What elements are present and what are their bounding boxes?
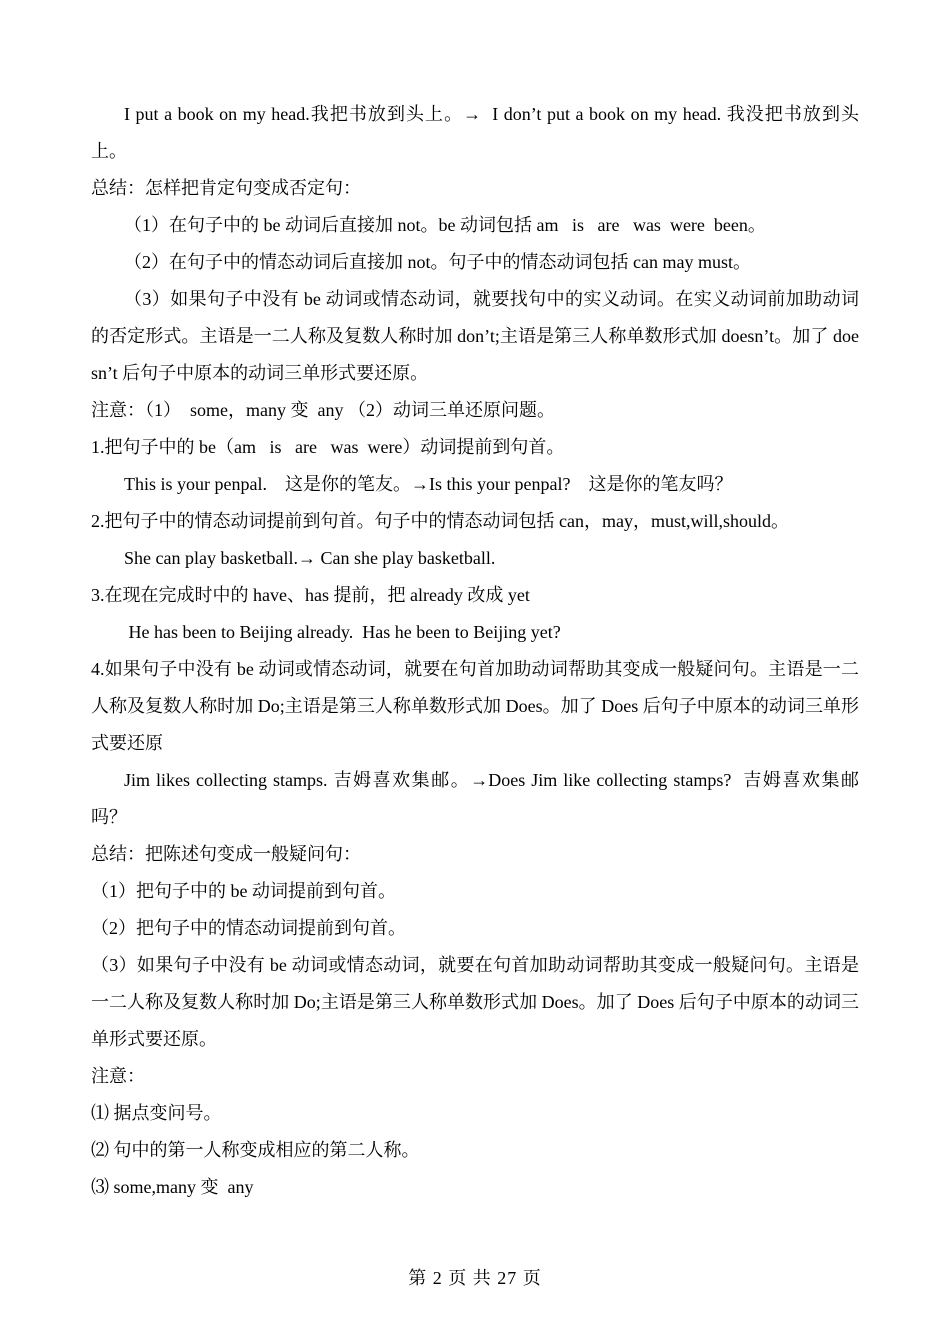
rule-1-be-front: 1.把句子中的 be（am is are was were）动词提前到句首。 (91, 437, 565, 457)
note-item-2: ⑵ 句中的第一人称变成相应的第二人称。 (91, 1140, 420, 1160)
note-negation: 注意：（1） some，many 变 any （2）动词三单还原问题。 (91, 400, 555, 420)
note-item-3: ⑶ some,many 变 any (91, 1177, 254, 1197)
example-modal-question: She can play basketball.→ Can she play basketball. (124, 548, 496, 568)
rule-modal-verb: （2）在句子中的情态动词后直接加 not。句子中的情态动词包括 can may must。 (124, 252, 751, 272)
summary-item-3: （3）如果句子中没有 be 动词或情态动词，就要在句首加助动词帮助其变成一般疑问句。主语是一二人称及复数人称时加 Do;主语是第三人称单数形式加 Does。加了 Does 后句子中原本的动词三单形式要还原。 (91, 955, 859, 1049)
example-be-question: This is your penpal. 这是你的笔友。→Is this your penpal? 这是你的笔友吗？ (124, 474, 733, 494)
rule-2-modal-front: 2.把句子中的情态动词提前到句首。句子中的情态动词包括 can，may，must,will,should。 (91, 511, 789, 531)
summary-negation-title: 总结：怎样把肯定句变成否定句： (91, 178, 361, 198)
document-body (91, 96, 859, 1206)
note-item-1: ⑴ 据点变问号。 (91, 1103, 222, 1123)
note-title: 注意： (91, 1066, 145, 1086)
example-perfect-question: He has been to Beijing already. Has he been to Beijing yet? (124, 622, 561, 642)
rule-3-perfect: 3.在现在完成时中的 have、has 提前，把 already 改成 yet (91, 585, 530, 605)
page-number-footer: 第 2 页 共 27 页 (408, 1268, 542, 1288)
summary-question-title: 总结：把陈述句变成一般疑问句： (91, 844, 361, 864)
summary-item-2: （2）把句子中的情态动词提前到句首。 (91, 918, 406, 938)
example-negation: I put a book on my head.我把书放到头上。→ I don’t put a book on my head. 我没把书放到头上。 (91, 104, 859, 161)
summary-item-1: （1）把句子中的 be 动词提前到句首。 (91, 881, 396, 901)
rule-main-verb: （3）如果句子中没有 be 动词或情态动词，就要找句中的实义动词。在实义动词前加助动词的否定形式。主语是一二人称及复数人称时加 don’t;主语是第三人称单数形式加 doesn’t。加了 doesn’t 后句子中原本的动词三单形式要还原。 (91, 289, 859, 383)
rule-4-auxiliary: 4.如果句子中没有 be 动词或情态动词，就要在句首加助动词帮助其变成一般疑问句。主语是一二人称及复数人称时加 Do;主语是第三人称单数形式加 Does。加了 Does 后句子中原本的动词三单形式要还原 (91, 659, 859, 753)
rule-be-verb: （1）在句子中的 be 动词后直接加 not。be 动词包括 am is are was were been。 (124, 215, 766, 235)
example-auxiliary-question: Jim likes collecting stamps. 吉姆喜欢集邮。→Does Jim like collecting stamps? 吉姆喜欢集邮吗？ (91, 770, 859, 827)
